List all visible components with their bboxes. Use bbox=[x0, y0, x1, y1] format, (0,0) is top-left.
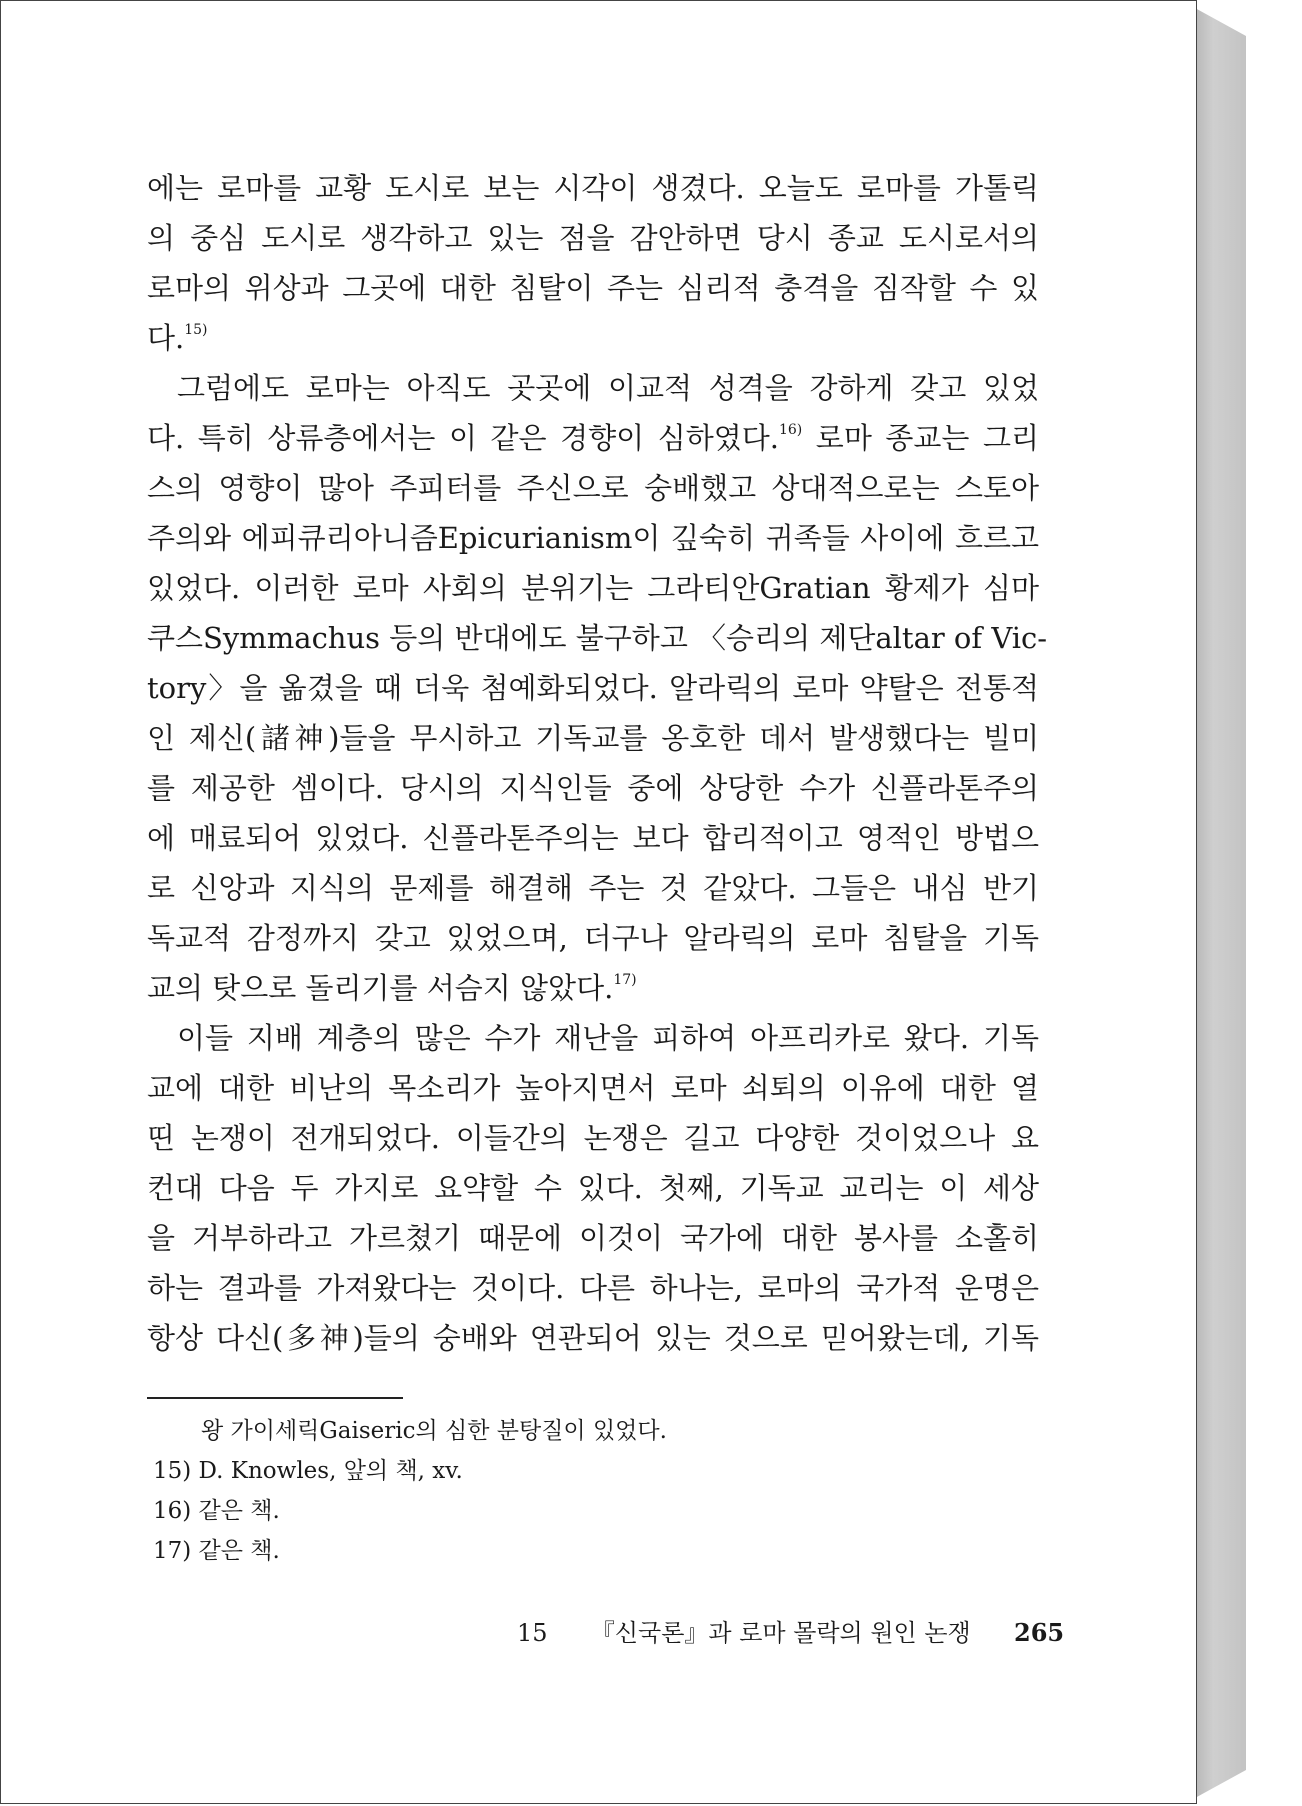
text-line: 로 신앙과 지식의 문제를 해결해 주는 것 같았다. 그들은 내심 반기 bbox=[147, 871, 1039, 905]
chapter-title: 『신국론』과 로마 몰락의 원인 논쟁 bbox=[590, 1619, 971, 1647]
book-page-edge bbox=[1195, 8, 1246, 1798]
text-line: 교에 대한 비난의 목소리가 높아지면서 로마 쇠퇴의 이유에 대한 열 bbox=[147, 1071, 1039, 1105]
footnote-16: 16) 같은 책. bbox=[153, 1498, 280, 1524]
footnotes bbox=[153, 1411, 667, 1571]
text-line bbox=[147, 313, 1039, 363]
footnote-continued: 왕 가이세릭Gaiseric의 심한 분탕질이 있었다. bbox=[201, 1418, 667, 1444]
text-line: 이들 지배 계층의 많은 수가 재난을 피하여 아프리카로 왔다. 기독 bbox=[177, 1021, 1039, 1055]
text-line: 의 중심 도시로 생각하고 있는 점을 감안하면 당시 종교 도시로서의 bbox=[147, 221, 1039, 255]
footnote-15: 15) D. Knowles, 앞의 책, xv. bbox=[153, 1458, 463, 1484]
text-line: 에는 로마를 교황 도시로 보는 시각이 생겼다. 오늘도 로마를 가톨릭 bbox=[147, 171, 1039, 205]
footnote-ref-17: 17) bbox=[613, 972, 637, 988]
text-line bbox=[147, 963, 1039, 1013]
text-line: 주의와 에피큐리아니즘Epicurianism이 깊숙히 귀족들 사이에 흐르고 bbox=[147, 521, 1039, 555]
body-text bbox=[147, 163, 1048, 1363]
text-line bbox=[147, 413, 1039, 463]
footnote-ref-16: 16) bbox=[778, 422, 803, 438]
text-line: 을 거부하라고 가르쳤기 때문에 이것이 국가에 대한 봉사를 소홀히 bbox=[147, 1221, 1039, 1255]
footnote-divider bbox=[147, 1397, 403, 1399]
text-line: 그럼에도 로마는 아직도 곳곳에 이교적 성격을 강하게 갖고 있었 bbox=[177, 371, 1039, 405]
chapter-number: 15 bbox=[517, 1619, 548, 1647]
text-line-content: 로마 종교는 그리 bbox=[802, 421, 1039, 455]
footnote-ref-15: 15) bbox=[184, 322, 208, 338]
text-line: 있었다. 이러한 로마 사회의 분위기는 그라티안Gratian 황제가 심마 bbox=[147, 571, 1039, 605]
text-line: 로마의 위상과 그곳에 대한 침탈이 주는 심리적 충격을 짐작할 수 있 bbox=[147, 271, 1039, 305]
text-line: 띤 논쟁이 전개되었다. 이들간의 논쟁은 길고 다양한 것이었으나 요 bbox=[147, 1121, 1039, 1155]
running-footer bbox=[517, 1613, 1064, 1648]
text-line: 독교적 감정까지 갖고 있었으며, 더구나 알라릭의 로마 침탈을 기독 bbox=[147, 921, 1039, 955]
footnote-17: 17) 같은 책. bbox=[153, 1538, 280, 1564]
text-line: 인 제신(諸神)들을 무시하고 기독교를 옹호한 데서 발생했다는 빌미 bbox=[147, 721, 1039, 755]
text-line: 를 제공한 셈이다. 당시의 지식인들 중에 상당한 수가 신플라톤주의 bbox=[147, 771, 1039, 805]
text-line: 스의 영향이 많아 주피터를 주신으로 숭배했고 상대적으로는 스토아 bbox=[147, 471, 1039, 505]
text-line: tory〉을 옮겼을 때 더욱 첨예화되었다. 알라릭의 로마 약탈은 전통적 bbox=[147, 671, 1039, 705]
text-line: 쿠스Symmachus 등의 반대에도 불구하고 〈승리의 제단altar of Vic- bbox=[147, 621, 1048, 655]
page-number: 265 bbox=[1014, 1618, 1065, 1647]
text-line-content: 다. bbox=[147, 321, 185, 355]
text-line: 컨대 다음 두 가지로 요약할 수 있다. 첫째, 기독교 교리는 이 세상 bbox=[147, 1171, 1039, 1205]
text-line: 항상 다신(多神)들의 숭배와 연관되어 있는 것으로 믿어왔는데, 기독 bbox=[147, 1321, 1039, 1355]
text-line: 하는 결과를 가져왔다는 것이다. 다른 하나는, 로마의 국가적 운명은 bbox=[147, 1271, 1039, 1305]
text-line-content: 교의 탓으로 돌리기를 서슴지 않았다. bbox=[147, 971, 614, 1005]
text-line: 에 매료되어 있었다. 신플라톤주의는 보다 합리적이고 영적인 방법으 bbox=[147, 821, 1039, 855]
text-line-content: 다. 특히 상류층에서는 이 같은 경향이 심하였다. bbox=[147, 421, 779, 455]
